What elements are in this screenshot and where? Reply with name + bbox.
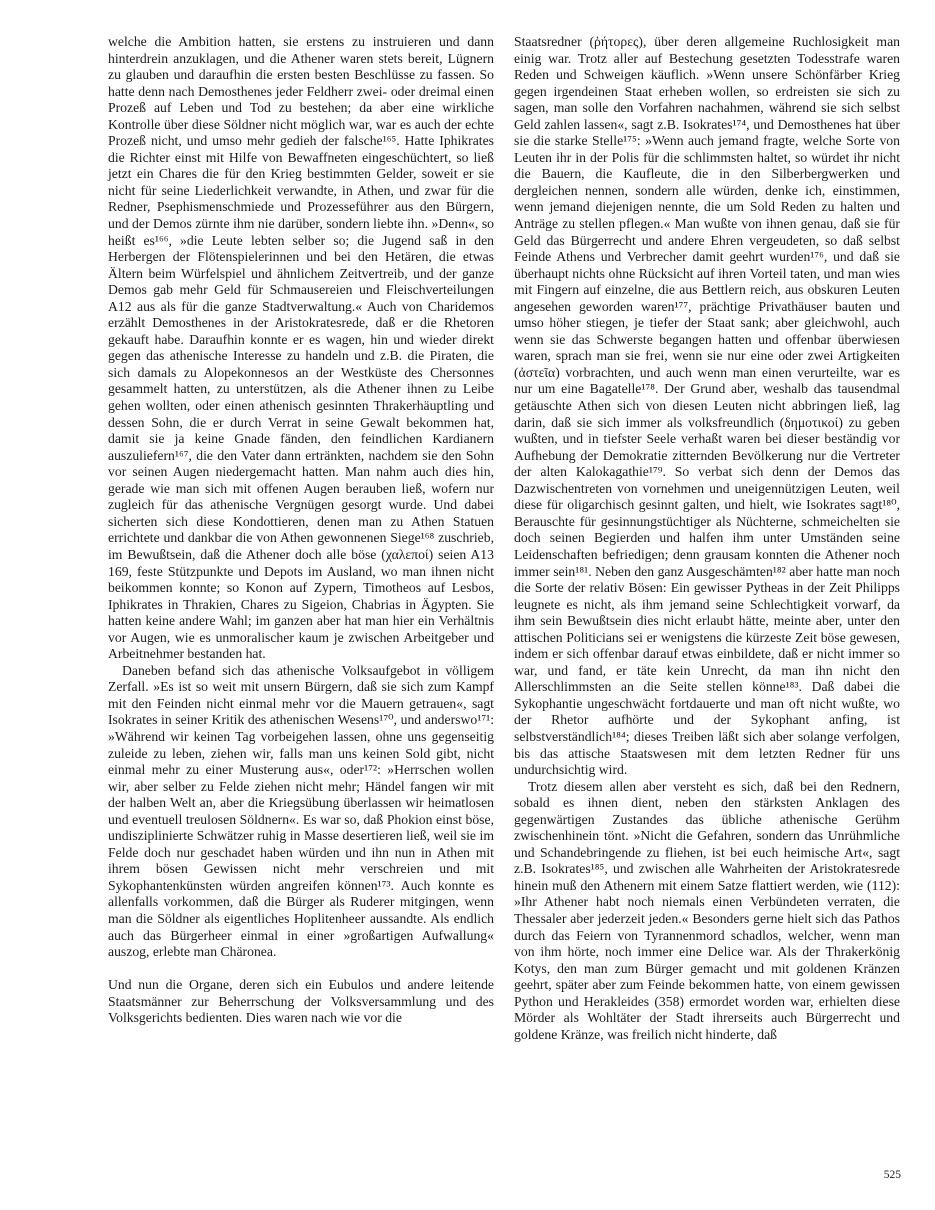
paragraph: welche die Ambition hatten, sie erstens zu instruieren und dann hinterdrein anzuklagen, und die Athener waren stets bereit, Lügnern zu glauben und daraufhin die ersten besten Beschlüsse zu fassen. So hatte denn nach Demosthenes jeder Feldherr zwei- oder dreimal einen Prozeß auf Leben und Tod zu bestehen; da aber eine wirkliche Kontrolle über diese Söldner nicht möglich war, war es auch der echte Prozeß nicht, und umso mehr gedieh der falsche¹⁶⁵. Hatte Iphikrates die Richter einst mit Hilfe von Bewaffneten eingeschüchtert, so ließ jetzt ein Chares die für den Krieg bestimmten Gelder, soweit er sie nicht für seine Liederlichkeit verwandte, in Athen, und zwar für die Redner, Psephismenschmiede und Prozesseführer aus den Bürgern, und der Demos zürnte ihm nie darüber, sondern liebte ihn. »Denn«, so heißt es¹⁶⁶, »die Leute lebten selber so; die Jugend saß in den Herbergen der Flötenspielerinnen und bei den Hetären, die etwas Ältern beim Würfelspiel und ähnlichem Zeitvertreib, und der ganze Demos gab mehr Geld für Schmausereien und Fleischverteilungen A12 aus als für die ganze Stadtverwaltung.« Auch von Charidemos erzählt Demosthenes in der Aristokratesrede, daß er die Rhetoren gekauft habe. Daraufhin konnte er es wagen, hin und wieder direkt gegen das athenische Interesse zu handeln und z.B. die Piraten, die sich damals zu Alopekonnesos an der Westküste des Chersonnes gesammelt hatten, zu unterstützen, als die Athener ihnen zu Leibe gehen wollten, oder einen athenisch gesinnten Thrakerhäuptling und dessen Sohn, die er durch Verrat in seine Gewalt bekommen hat, damit sie ja keine Gnade fänden, den feindlichen Kardianern auszuliefern¹⁶⁷, die den Vater dann ertränkten, nachdem sie den Sohn vor seinen Augen niedergemacht hatten. Man nahm auch dies hin, gerade wie man sich mit offenen Augen berauben ließ, wofern nur zugleich für das athenische Vergnügen gesorgt wurde. Und dabei sicherten sich diese Kondottieren, denen man zu Athen Statuen errichtete und dankbar die von Athen gewonnenen Siege¹⁶⁸ zuschrieb, im Bewußtsein, daß die Athener doch alle böse (χαλεποί) seien A13 169, feste Stützpunkte und Depots im Ausland, wo man ihnen nicht beikommen konnte; so Konon auf Zypern, Timotheos auf Lesbos, Iphikrates in Thrakien, Chares zu Sigeion, Chabrias in Ägypten. Sie hatten keine andere Wahl; im ganzen aber hat man hier ein Verhältnis vor Augen, wie es unmoralischer kaum je zwischen Arbeitgeber und Arbeitnehmer bestanden hat. — [108, 34, 494, 662]
paragraph: Daneben befand sich das athenische Volksaufgebot in völligem Zerfall. »Es ist so weit mit unsern Bürgern, daß sie sich zum Kampf mit den Feinden nicht einmal mehr vor die Mauern getrauen«, sagt Isokrates in seiner Kritik des athenischen Wesens¹⁷⁰, und anderswo¹⁷¹: »Während wir keinen Tag vorbeigehen lassen, ohne uns gegenseitig zuleide zu leben, ziehen wir, falls man uns keinen Sold gibt, nicht einmal mehr zu einer Musterung aus«, oder¹⁷²: »Herrschen wollen wir, aber selber zu Felde ziehen nicht mehr; Händel fangen wir mit der halben Welt an, aber die Kriegsübung überlassen wir heimatlosen und eventuell treulosen Söldnern«. Es war so, daß Phokion einst böse, undisziplinierte Schwätzer ruhig in Masse desertieren ließ, weil sie im Felde doch nur geschadet haben würden und ihn nun in Athen mit ihrem bösen Gewissen nicht mehr verschreien und mit Sykophantenkünsten würden angreifen können¹⁷³. Auch konnte es allenfalls vorkommen, daß die Bürger als Ruderer mitgingen, wenn man die Söldner als eigentliches Hoplitenheer aussandte. Als endlich auch das Bürgerheer einmal in einer »großartigen Aufwallung« auszog, erlebte man Chäronea. — [108, 662, 494, 960]
paragraph: Trotz diesem allen aber versteht es sich, daß bei den Rednern, sobald es ihnen dient, neben den stärksten Anklagen des gegenwärtigen Zustandes das übliche athenische Gerühm zwischenhinein tönt. »Nicht die Gefahren, sondern das Unrühmliche und Schandebringende zu fliehen, ist bei euch heimische Art«, sagt z.B. Isokrates¹⁸⁵, und zwischen alle Wahrheiten der Aristokratesrede hinein muß den Athenern mit einem Satze flattiert werden, wie (112): »Ihr Athener habt noch niemals einen Verbündeten verraten, die Thessaler aber jederzeit jeden.« Besonders gerne hielt sich das Pathos durch das Feiern von Tyrannenmord schadlos, welcher, wenn man von ihm hörte, noch immer eine Delice war. Als der Thrakerkönig Kotys, den man zum Bürger gemacht und mit goldenen Kränzen geehrt, später aber zum Feinde bekommen hatte, von einem gewissen Python und Herakleides (358) ermordet worden war, erhielten diese Mörder als Wohltäter der Stadt ihrerseits auch Bürgerrecht und goldene Kränze, was freilich nicht hinderte, daß — [514, 778, 900, 1042]
page-number: 525 — [883, 1169, 901, 1181]
right-column — [514, 34, 900, 1043]
paragraph: Und nun die Organe, deren sich ein Eubulos und andere leitende Staatsmänner zur Beherrschung der Volksversammlung und des Volksgerichts bedienten. Dies waren nach wie vor die — [108, 977, 494, 1026]
paragraph: Staatsredner (ῥήτορες), über deren allgemeine Ruchlosigkeit man einig war. Trotz aller auf Bestechung gesetzten Todesstrafe waren Reden und Schweigen käuflich. »Wenn unsere Schönfärber Krieg gegen irgendeinen Staat erheben wollen, so erdreisten sie sich zu sagen, man solle den Vorfahren nachahmen, während sie sich selbst Geld zahlen lassen«, sagt z.B. Isokrates¹⁷⁴, und Demosthenes hat über sie die starke Stelle¹⁷⁵: »Wenn auch jemand fragte, welche Sorte von Leuten ihr in der Polis für die schlimmsten haltet, so würdet ihr nicht die Bauern, die Kaufleute, die in den Silberbergwerken und dergleichen nennen, sondern alle würden, denke ich, einstimmen, wenn jemand diejenigen nennte, die um Sold Reden zu halten und Anträge zu stellen pflegen.« Man wußte von ihnen genau, daß sie für Geld das Bürgerrecht und andere Ehren vergeudeten, so daß selbst Feinde Athens und Verbrecher damit geehrt wurden¹⁷⁶, und daß sie überhaupt nichts ohne Rücksicht auf ihren Vorteil taten, und man wies mit Fingern auf einzelne, die aus Bettlern reich, aus obskuren Leuten angesehen geworden waren¹⁷⁷, prächtige Privathäuser bauten und umso höher stiegen, je tiefer der Staat sank; aber gleichwohl, auch wenn sie das Schwerste begangen hatten und offenbar überwiesen waren, sprach man sie frei, wenn sie nur eine oder zwei Artigkeiten (ἀστεῖα) vorbrachten, und auch wenn man einen verurteilte, war es nur um eine Bagatelle¹⁷⁸. Der Grund aber, weshalb das tausendmal getäuschte Athen sich von diesen Leuten nicht abbringen ließ, lag darin, daß sie sich immer als volksfreundlich (δημοτικοί) zu geben wußten, und in tiefster Seele verhaßt waren bei dieser beständig vor Aufhebung der Demokratie zitternden Bevölkerung nur die Vertreter der alten Kalokagathie¹⁷⁹. So verbat sich denn der Demos das Dazwischentreten von vornehmen und uneigennützigen Leuten, weil diese für oligarchisch gesinnt galten, und hielt, wie Isokrates sagt¹⁸⁰, Berauschte für gesinnungstüchtiger als Nüchterne, schmeichelten sie doch seinen Begierden und halfen ihm unter Umständen seine Leidenschaften befriedigen; denn grausam konnten die Athener noch immer sein¹⁸¹. Neben den ganz Ausgeschämten¹⁸² aber hatte man noch die Sorte der relativ Bösen: Ein gewisser Pytheas in der Zeit Philipps leugnete es nicht, als ihm jemand seine Schlechtigkeit vorwarf, da ihm sein Bewußtsein dies nicht erlaubt hätte, meinte aber, unter den attischen Politicians sei er wenigstens die kürzeste Zeit böse gewesen, indem er sich offenbar darauf etwas einbildete, daß er nicht immer so war, und fand, er täte kein Unrecht, da man ihn nicht den Allerschlimmsten an die Seite stellen könne¹⁸³. Daß dabei die Sykophantie ungeschwächt fortdauerte und man oft nicht wußte, wo der Rhetor aufhörte und der Sykophant anfing, ist selbstverständlich¹⁸⁴; dieses Treiben läßt sich aber solange verfolgen, bis das attische Staatswesen mit dem letzten Redner für uns undurchsichtig wird. — [514, 34, 900, 778]
left-column — [108, 34, 494, 1027]
